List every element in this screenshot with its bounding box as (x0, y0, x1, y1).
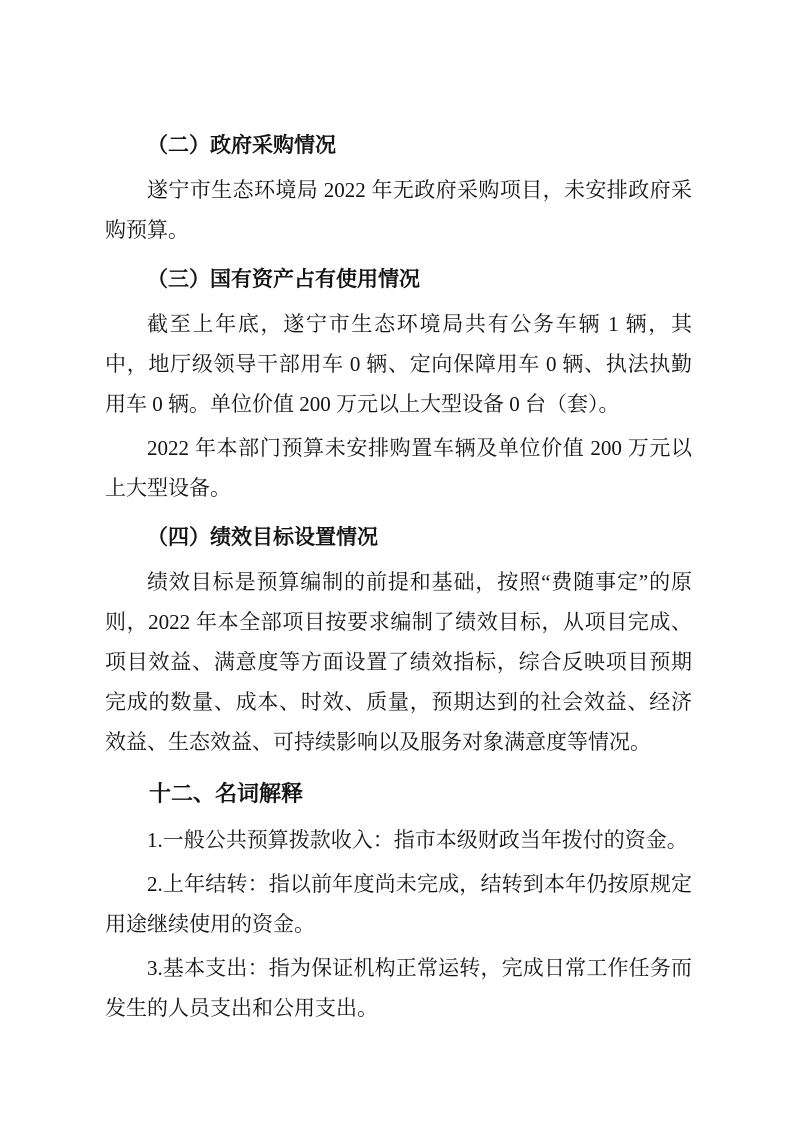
para-state-assets-budget: 2022 年本部门预算未安排购置车辆及单位价值 200 万元以上大型设备。 (105, 436, 692, 500)
document-content (105, 116, 692, 1032)
para-glossary-general-public-budget-income: 1.一般公共预算拨款收入：指市本级财政当年拨付的资金。 (147, 828, 688, 852)
heading-section-12-glossary: 十二、名词解释 (149, 781, 304, 806)
heading-section-4-performance-goals: （四）绩效目标设置情况 (147, 525, 378, 549)
heading-section-3-state-assets: （三）国有资产占有使用情况 (147, 267, 420, 291)
para-performance-goals: 绩效目标是预算编制的前提和基础，按照“费随事定”的原则，2022 年本全部项目按要求编制了绩效目标，从项目完成、项目效益、满意度等方面设置了绩效指标，综合反映项目预期完成的数量、成本、时效、质量，预期达到的社会效益、经济效益、生态效益、可持续影响以及服务对象满意度等情况。 (105, 570, 692, 754)
heading-section-2-government-procurement: （二）政府采购情况 (147, 133, 336, 157)
para-glossary-basic-expenditure: 3.基本支出：指为保证机构正常运转，完成日常工作任务而发生的人员支出和公用支出。 (105, 956, 692, 1020)
para-state-assets-vehicles: 截至上年底，遂宁市生态环境局共有公务车辆 1 辆，其中，地厅级领导干部用车 0 辆、定向保障用车 0 辆、执法执勤用车 0 辆。单位价值 200 万元以上大型设备 0 台（套）。 (105, 312, 692, 416)
para-glossary-carryover-funds: 2.上年结转：指以前年度尚未完成，结转到本年仍按原规定用途继续使用的资金。 (105, 872, 692, 936)
para-government-procurement: 遂宁市生态环境局 2022 年无政府采购项目，未安排政府采购预算。 (105, 178, 692, 242)
